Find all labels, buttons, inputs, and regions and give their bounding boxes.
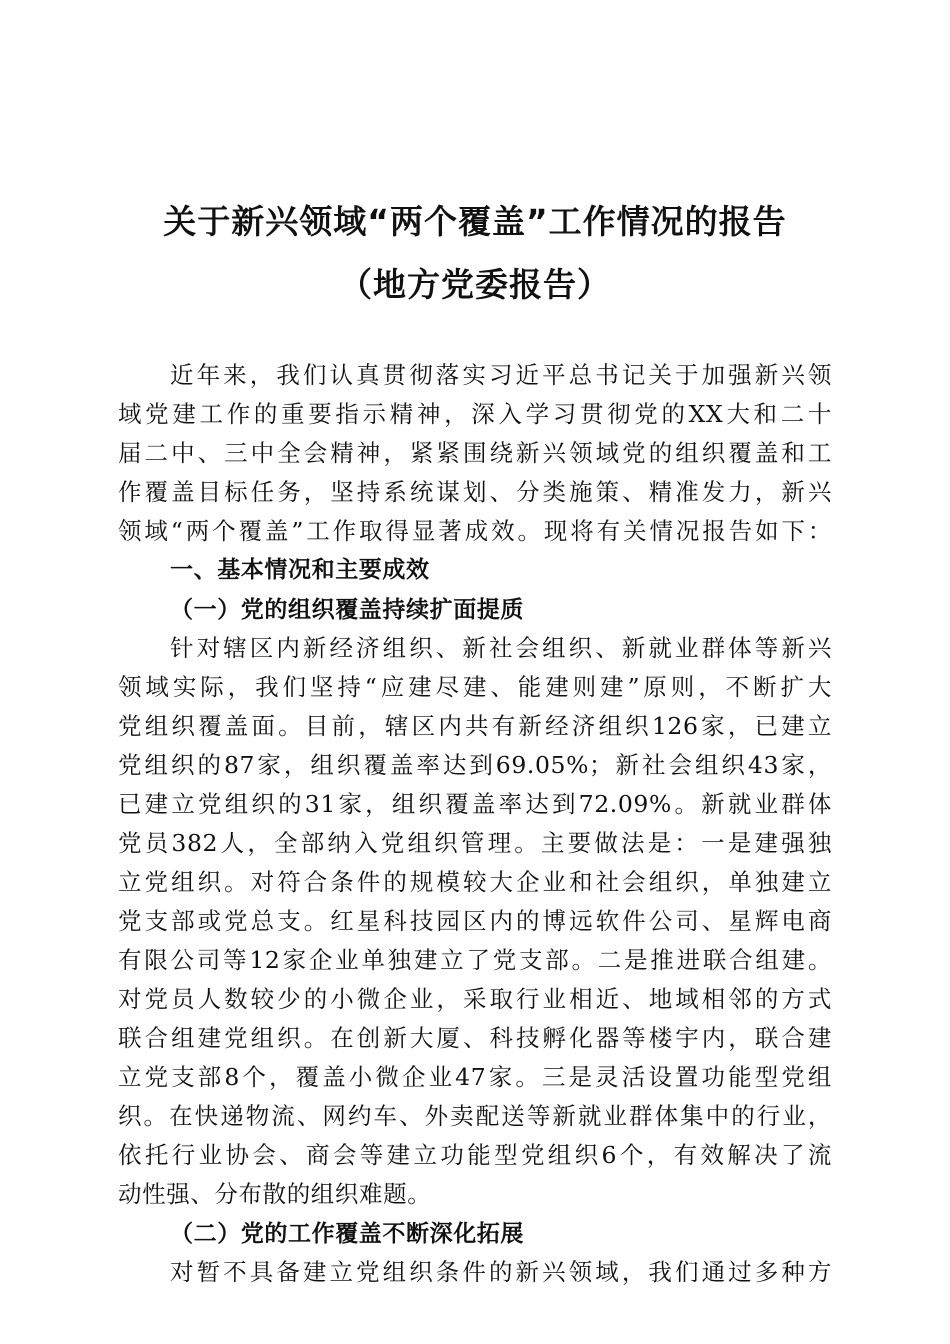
paragraph-line: 作覆盖目标任务，坚持系统谋划、分类施策、精准发力，新兴 [118, 478, 832, 506]
paragraph-line: 动性强、分布散的组织难题。 [118, 1180, 432, 1208]
paragraph-line: 依托行业协会、商会等建立功能型党组织6个，有效解决了流 [118, 1141, 832, 1169]
paragraph-line: 对党员人数较少的小微企业，采取行业相近、地域相邻的方式 [118, 985, 832, 1013]
paragraph-line: 域党建工作的重要指示精神，深入学习贯彻党的XX大和二十 [118, 400, 832, 428]
paragraph-line: 立党组织。对符合条件的规模较大企业和社会组织，单独建立 [118, 868, 832, 896]
paragraph-line: 立党支部8个，覆盖小微企业47家。三是灵活设置功能型党组 [118, 1063, 832, 1091]
paragraph-line: 已建立党组织的31家，组织覆盖率达到72.09%。新就业群体 [118, 790, 832, 818]
document-subtitle: （地方党委报告） [339, 265, 611, 304]
paragraph-line: 针对辖区内新经济组织、新社会组织、新就业群体等新兴 [170, 634, 832, 662]
paragraph-line: 有限公司等12家企业单独建立了党支部。二是推进联合组建。 [118, 946, 832, 974]
subsection-heading: （二）党的工作覆盖不断深化拓展 [170, 1220, 524, 1247]
section-heading: 一、基本情况和主要成效 [170, 557, 430, 583]
paragraph-line: 党组织覆盖面。目前，辖区内共有新经济组织126家，已建立 [118, 712, 832, 740]
document-body [118, 356, 832, 1292]
paragraph-line: 党组织的87家，组织覆盖率达到69.05%；新社会组织43家， [118, 751, 832, 779]
subsection-heading: （一）党的组织覆盖持续扩面提质 [170, 596, 524, 623]
paragraph-line: 届二中、三中全会精神，紧紧围绕新兴领域党的组织覆盖和工 [118, 439, 832, 467]
paragraph-line: 领域“两个覆盖”工作取得显著成效。现将有关情况报告如下： [118, 517, 832, 545]
document-title: 关于新兴领域“两个覆盖”工作情况的报告 [163, 202, 787, 241]
paragraph-line: 领域实际，我们坚持“应建尽建、能建则建”原则，不断扩大 [118, 673, 832, 701]
paragraph-line: 近年来，我们认真贯彻落实习近平总书记关于加强新兴领 [170, 361, 832, 389]
paragraph-line: 党支部或党总支。红星科技园区内的博远软件公司、星辉电商 [118, 907, 832, 935]
paragraph-line: 对暂不具备建立党组织条件的新兴领域，我们通过多种方 [170, 1258, 832, 1286]
paragraph-line: 联合组建党组织。在创新大厦、科技孵化器等楼宇内，联合建 [118, 1024, 832, 1052]
paragraph-line: 党员382人，全部纳入党组织管理。主要做法是：一是建强独 [118, 829, 832, 857]
paragraph-line: 织。在快递物流、网约车、外卖配送等新就业群体集中的行业， [118, 1102, 832, 1130]
